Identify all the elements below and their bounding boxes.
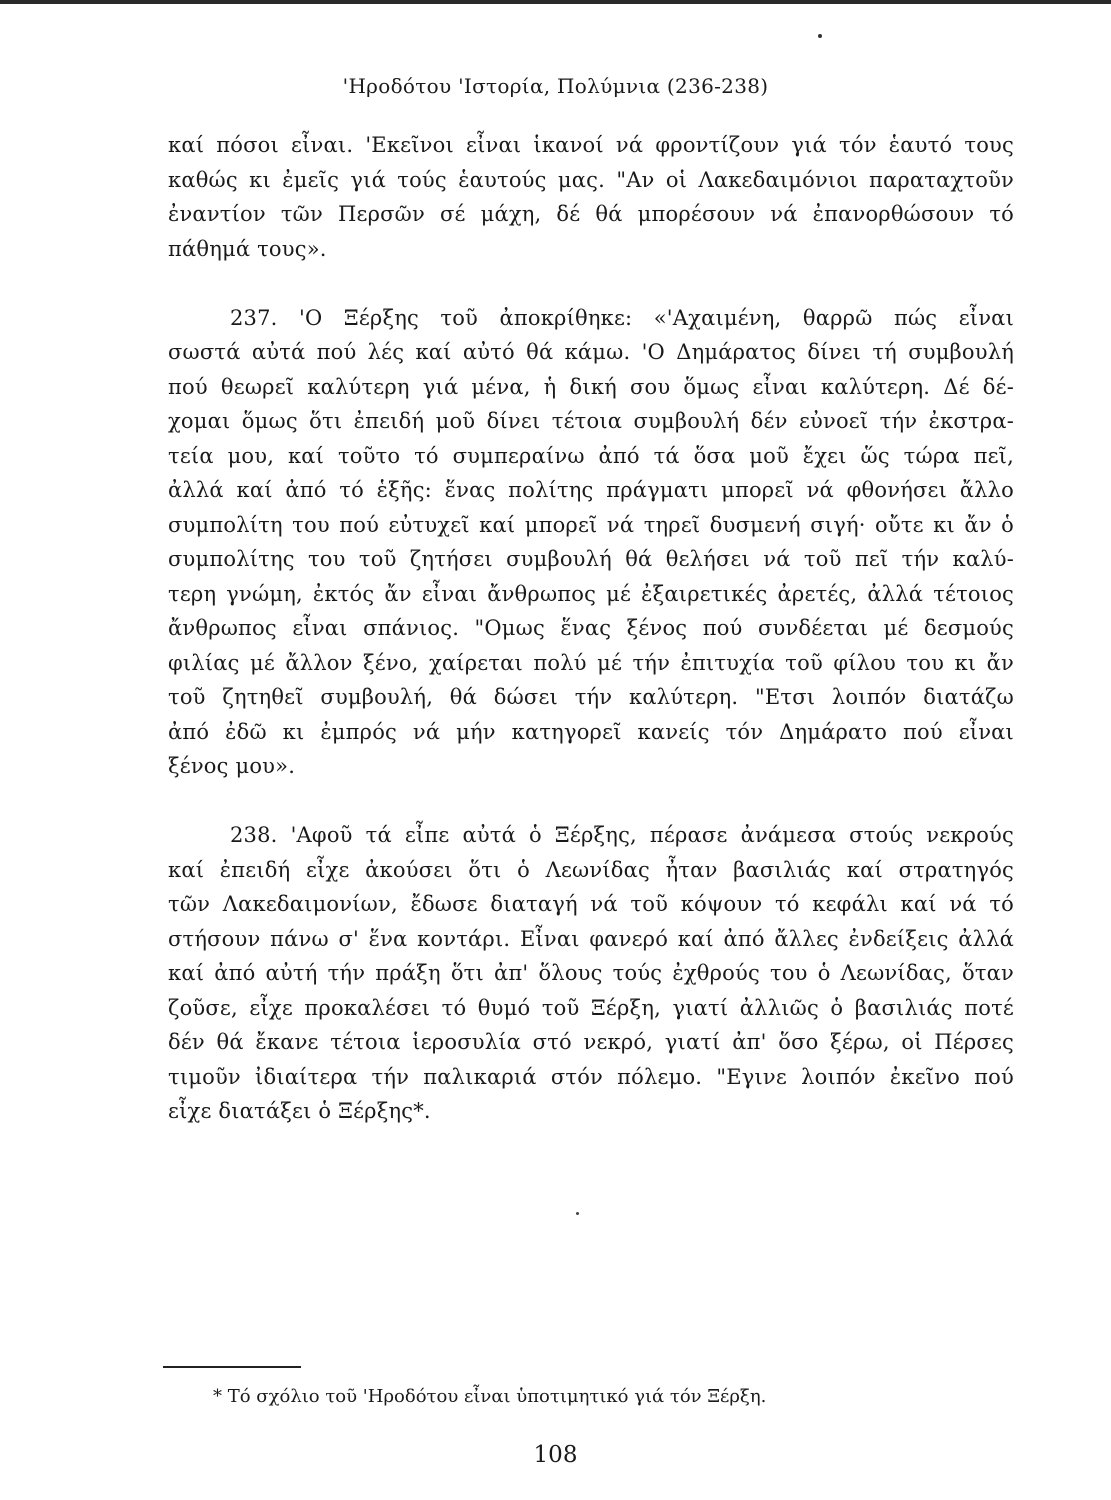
footnote: * Τό σχόλιο τοῦ 'Ηροδότου εἶναι ὑποτιμητικό γιά τόν Ξέρξη.	[213, 1386, 767, 1407]
running-head: 'Ηροδότου 'Ιστορία, Πολύμνια (236-238)	[342, 74, 769, 98]
paragraph-237	[168, 301, 1014, 784]
text-line: δέν θά ἔκανε τέτοια ἱεροσυλία στό νεκρό, γιατί ἀπ' ὅσο ξέρω, οἱ Πέρσες	[168, 1030, 1014, 1054]
text-line: πάθημά τους».	[168, 236, 327, 261]
text-line: τεία μου, καί τοῦτο τό συμπεραίνω ἀπό τά ὅσα μοῦ ἔχει ὥς τώρα πεῖ,	[168, 443, 1014, 468]
text-line: πού θεωρεῖ καλύτερη γιά μένα, ἡ δική σου ὅμως εἶναι καλύτερη. Δέ δέ-	[168, 374, 1014, 399]
text-line: καθώς κι ἐμεῖς γιά τούς ἑαυτούς μας. "Αν οἱ Λακεδαιμόνιοι παραταχτοῦν	[168, 167, 1014, 192]
text-line: συμπολίτη του πού εὐτυχεῖ καί μπορεῖ νά τηρεῖ δυσμενή σιγή· οὔτε κι ἄν ὁ	[168, 512, 1014, 537]
text-line: ξένος μου».	[168, 754, 296, 778]
text-line: τῶν Λακεδαιμονίων, ἔδωσε διαταγή νά τοῦ κόψουν τό κεφάλι καί νά τό	[168, 892, 1014, 916]
text-line: σωστά αὐτά πού λές καί αὐτό θά κάμω. 'Ο Δημάρατος δίνει τή συμβουλή	[168, 340, 1014, 364]
paragraph-gap	[168, 266, 1014, 301]
text-line: φιλίας μέ ἄλλον ξένο, χαίρεται πολύ μέ τήν ἐπιτυχία τοῦ φίλου του κι ἄν	[168, 650, 1014, 675]
text-line: ἄνθρωπος εἶναι σπάνιος. "Ομως ἕνας ξένος πού συνδέεται μέ δεσμούς	[168, 616, 1014, 640]
text-line: τοῦ ζητηθεῖ συμβουλή, θά δώσει τήν καλύτερη. "Ετσι λοιπόν διατάζω	[168, 685, 1014, 709]
text-line: καί ἐπειδή εἶχε ἀκούσει ὅτι ὁ Λεωνίδας ἦταν βασιλιάς καί στρατηγός	[168, 857, 1014, 882]
text-line: χομαι ὅμως ὅτι ἐπειδή μοῦ δίνει τέτοια συμβουλή δέν εὐνοεῖ τήν ἐκστρα-	[168, 409, 1014, 433]
text-line: τερη γνώμη, ἐκτός ἄν εἶναι ἄνθρωπος μέ ἐξαιρετικές ἀρετές, ἀλλά τέτοιος	[168, 581, 1014, 606]
text-line: καί ἀπό αὐτή τήν πράξη ὅτι ἀπ' ὅλους τούς ἐχθρούς του ὁ Λεωνίδας, ὅταν	[168, 961, 1014, 985]
text-line: ἐναντίον τῶν Περσῶν σέ μάχη, δέ θά μπορέσουν νά ἐπανορθώσουν τό	[168, 202, 1014, 226]
scan-speck	[818, 34, 822, 38]
paragraph-gap	[168, 784, 1014, 819]
page-top-edge	[0, 0, 1111, 4]
text-line: ζοῦσε, εἶχε προκαλέσει τό θυμό τοῦ Ξέρξη, γιατί ἀλλιῶς ὁ βασιλιάς ποτέ	[168, 995, 1014, 1020]
text-line: στήσουν πάνω σ' ἕνα κοντάρι. Εἶναι φανερό καί ἀπό ἄλλες ἐνδείξεις ἀλλά	[168, 926, 1014, 951]
paragraph-238	[168, 818, 1014, 1129]
footnote-rule	[163, 1366, 301, 1368]
page-number: 108	[533, 1442, 578, 1468]
paragraph-236-end	[168, 128, 1014, 266]
text-line: ἀλλά καί ἀπό τό ἑξῆς: ἕνας πολίτης πράγματι μπορεῖ νά φθονήσει ἄλλο	[168, 478, 1014, 502]
body-text	[168, 128, 1014, 1129]
text-line: συμπολίτης του τοῦ ζητήσει συμβουλή θά θελήσει νά τοῦ πεῖ τήν καλύ-	[168, 547, 1014, 571]
text-line: 238. 'Αφοῦ τά εἶπε αὐτά ὁ Ξέρξης, πέρασε ἀνάμεσα στούς νεκρούς	[230, 823, 1014, 847]
text-line: 237. 'Ο Ξέρξης τοῦ ἀποκρίθηκε: «'Αχαιμένη, θαρρῶ πώς εἶναι	[230, 305, 1014, 330]
text-line: ἀπό ἐδῶ κι ἐμπρός νά μήν κατηγορεῖ κανείς τόν Δημάρατο πού εἶναι	[168, 719, 1014, 744]
text-line: καί πόσοι εἶναι. 'Εκεῖνοι εἶναι ἱκανοί νά φροντίζουν γιά τόν ἑαυτό τους	[168, 133, 1014, 157]
text-line: εἶχε διατάξει ὁ Ξέρξης*.	[168, 1099, 431, 1123]
text-line: τιμοῦν ἰδιαίτερα τήν παλικαριά στόν πόλεμο. "Εγινε λοιπόν ἐκεῖνο πού	[168, 1064, 1014, 1089]
scan-speck	[576, 1212, 579, 1215]
